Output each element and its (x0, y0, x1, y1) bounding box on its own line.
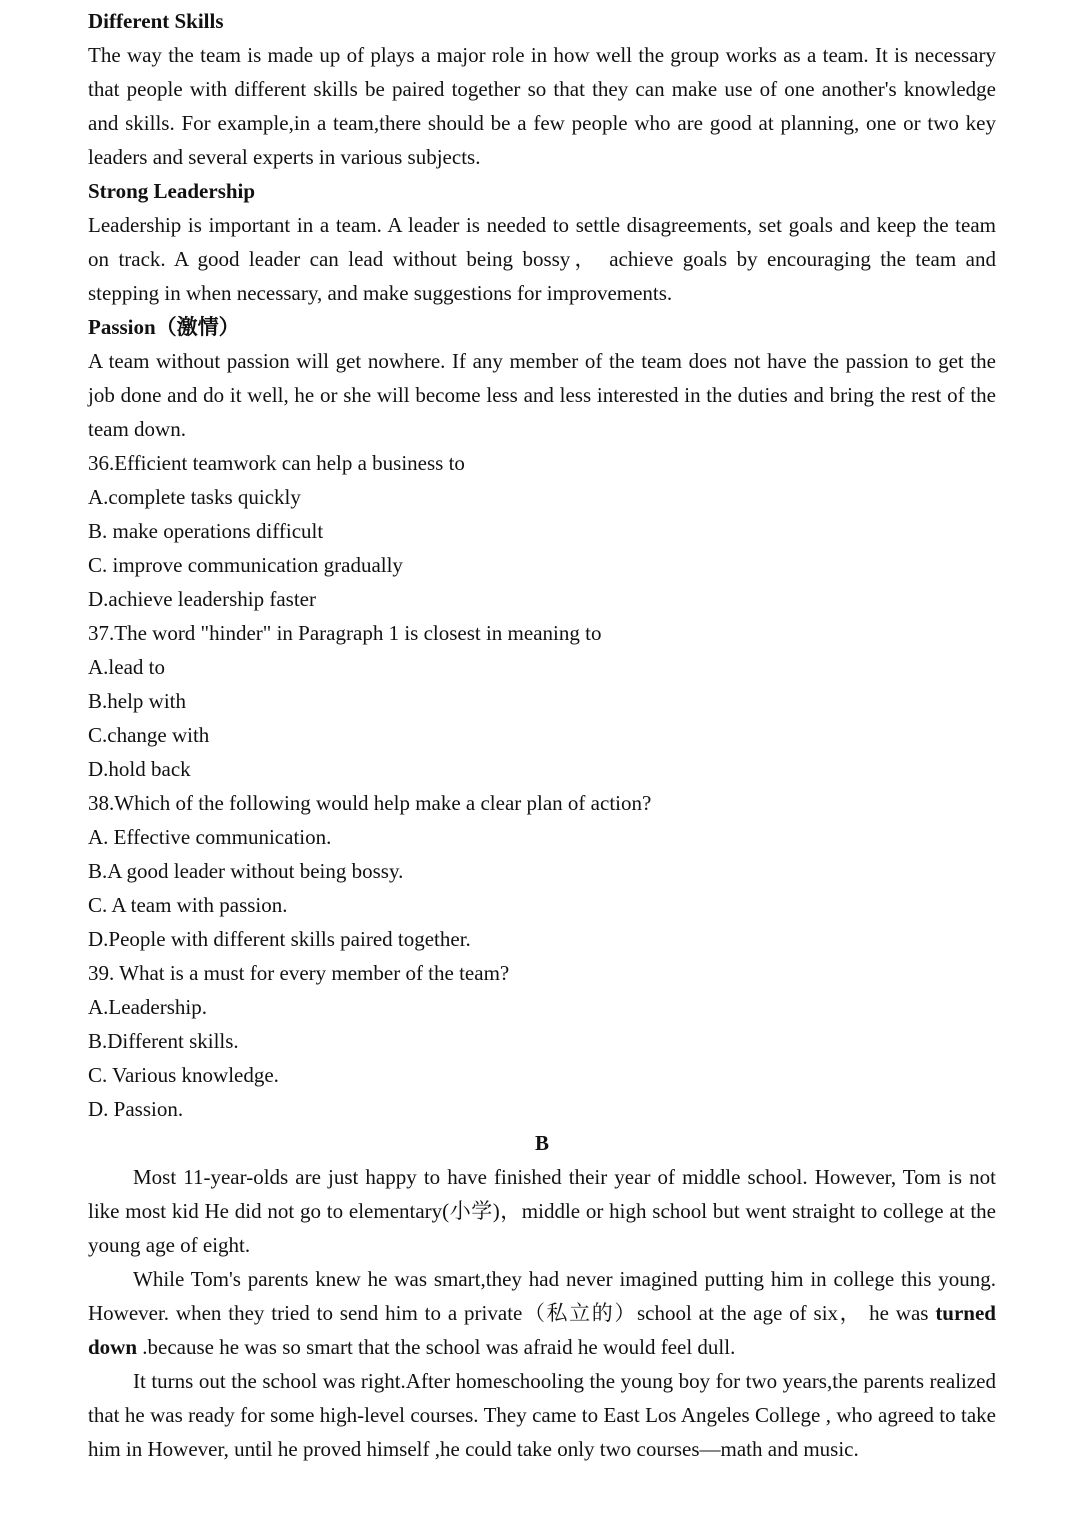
option-d: D.achieve leadership faster (88, 587, 316, 611)
option-c: C.change with (88, 723, 210, 747)
option-d: D. Passion. (88, 1097, 184, 1121)
part-b-paragraph-1: Most 11-year-olds are just happy to have finished their year of middle school. However, Tom is not like most kid He did not go to elementary(小学)，middle or high school but went straight to college at the young age of eight. (88, 1165, 996, 1257)
heading-passion: Passion（激情） (88, 315, 240, 339)
part-b-heading: B (534, 1131, 549, 1155)
document-page (88, 4, 996, 1466)
heading-different-skills: Different Skills (88, 9, 224, 33)
option-c: C. improve communication gradually (88, 553, 403, 577)
heading-strong-leadership: Strong Leadership (88, 179, 256, 203)
option-d: D.People with different skills paired together. (88, 927, 471, 951)
question-stem: 37.The word "hinder" in Paragraph 1 is closest in meaning to (88, 621, 602, 645)
paragraph-different-skills: The way the team is made up of plays a major role in how well the group works as a team. It is necessary that people with different skills be paired together so that they can make use of one another's knowledge and skills. For example,in a team,there should be a few people who are good at planning, one or two key leaders and several experts in various subjects. (88, 43, 996, 169)
option-a: A.complete tasks quickly (88, 485, 301, 509)
turned-down-phrase: turned down (88, 1301, 996, 1359)
option-b: B. make operations difficult (88, 519, 324, 543)
question-39 (88, 956, 996, 1126)
option-b: B.A good leader without being bossy. (88, 859, 404, 883)
question-stem: 38.Which of the following would help make a clear plan of action? (88, 791, 652, 815)
part-b-paragraph-2 (88, 1262, 996, 1364)
paragraph-strong-leadership: Leadership is important in a team. A leader is needed to settle disagreements, set goals and keep the team on track. A good leader can lead without being bossy， achieve goals by encouraging the team and stepping in when necessary, and make suggestions for improvements. (88, 213, 996, 305)
question-36 (88, 446, 996, 616)
option-a: A. Effective communication. (88, 825, 332, 849)
option-b: B.help with (88, 689, 186, 713)
option-c: C. A team with passion. (88, 893, 288, 917)
question-37 (88, 616, 996, 786)
option-a: A.Leadership. (88, 995, 207, 1019)
question-38 (88, 786, 996, 956)
question-stem: 39. What is a must for every member of the team? (88, 961, 510, 985)
option-b: B.Different skills. (88, 1029, 239, 1053)
paragraph-passion: A team without passion will get nowhere. If any member of the team does not have the passion to get the job done and do it well, he or she will become less and less interested in the duties and bring the rest of the team down. (88, 349, 996, 441)
question-stem: 36.Efficient teamwork can help a business to (88, 451, 465, 475)
option-a: A.lead to (88, 655, 165, 679)
option-c: C. Various knowledge. (88, 1063, 279, 1087)
paragraph-2-text-after: .because he was so smart that the school was afraid he would feel dull. (137, 1335, 736, 1359)
paragraph-2-text-before: While Tom's parents knew he was smart,they had never imagined putting him in college this young. However. when they tried to send him to a private（私立的）school at the age of six， he was (88, 1267, 996, 1325)
option-d: D.hold back (88, 757, 191, 781)
part-b-paragraph-3: It turns out the school was right.After homeschooling the young boy for two years,the parents realized that he was ready for some high-level courses. They came to East Los Angeles College , who agreed to take him in However, until he proved himself ,he could take only two courses—math and music. (88, 1369, 996, 1461)
